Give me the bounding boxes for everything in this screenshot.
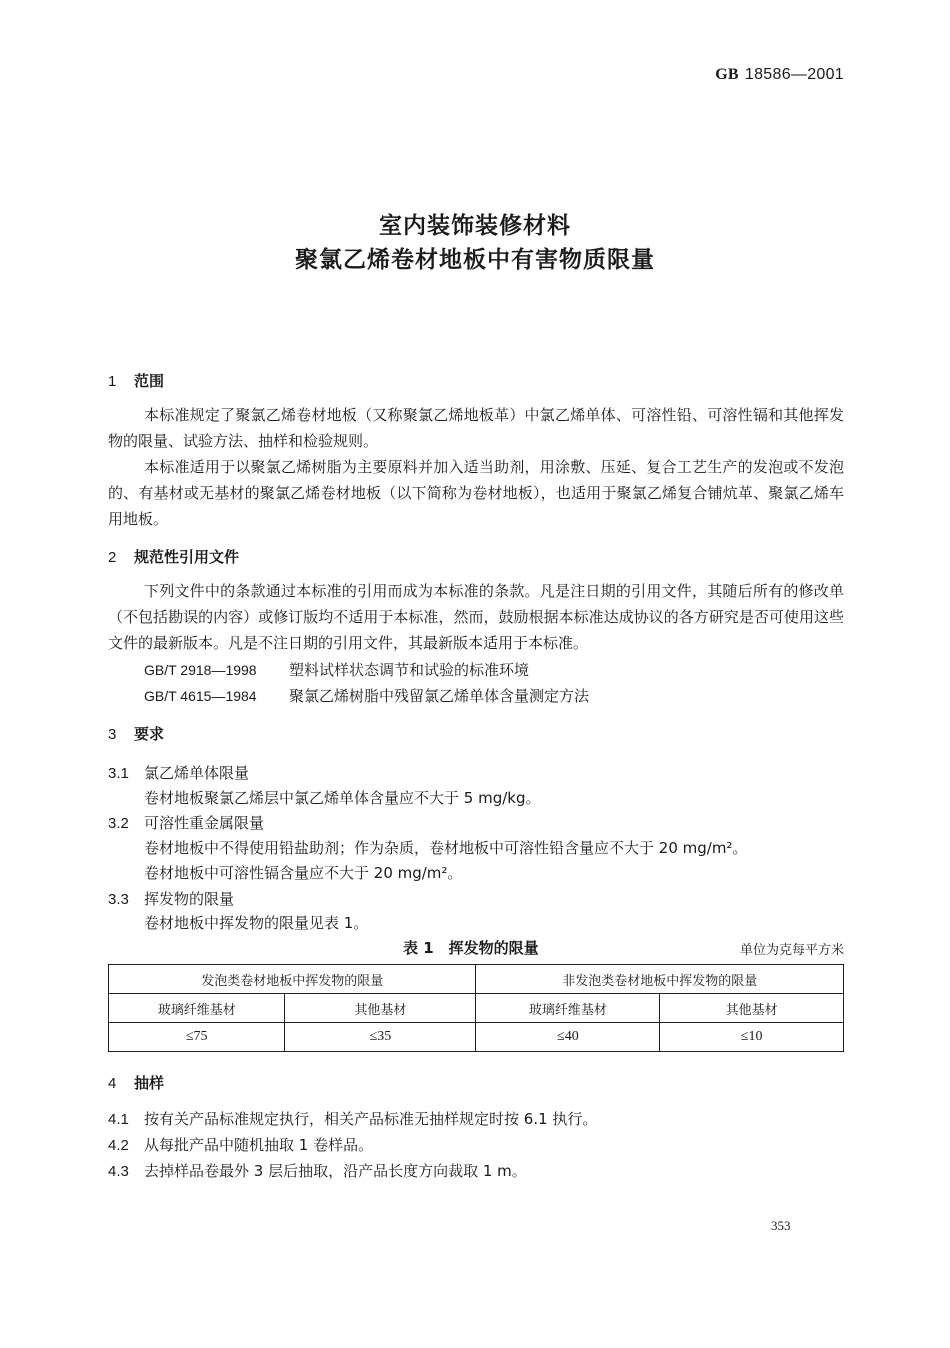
table-unit: 单位为克每平方米	[739, 943, 844, 958]
list-item	[108, 1108, 597, 1129]
section-title: 范围	[134, 372, 165, 390]
section-2-paragraph-1: 下列文件中的条款通过本标准的引用而成为本标准的条款。凡是注日期的引用文件，其随后所有的修改单（不包括勘误的内容）或修订版均不适用于本标准，然而，鼓励根据本标准达成协议的各方研究是否可使用这些文件的最新版本。凡是不注日期的引用文件，其最新版本适用于本标准。	[108, 582, 844, 652]
subsection-title: 氯乙烯单体限量	[144, 764, 250, 782]
section-number: 4	[108, 1075, 117, 1092]
table-caption: 表 1 挥发物的限量	[403, 939, 539, 957]
table-row	[109, 994, 844, 1023]
item-number: 4.2	[108, 1137, 129, 1154]
table-sub-header: 玻璃纤维基材	[109, 994, 285, 1023]
reference-code: GB/T 2918—1998	[144, 662, 257, 678]
subsection-number: 3.1	[108, 765, 129, 782]
list-item	[108, 1134, 373, 1155]
item-text: 去掉样品卷最外 3 层后抽取，沿产品长度方向裁取 1 m。	[144, 1162, 527, 1180]
section-1-heading	[108, 370, 164, 391]
section-3-heading	[108, 723, 164, 744]
section-title: 规范性引用文件	[134, 548, 240, 566]
page-number: 353	[771, 1218, 791, 1233]
reference-title: 塑料试样状态调节和试验的标准环境	[289, 661, 530, 679]
table-row	[109, 1023, 844, 1052]
table-row	[109, 965, 844, 994]
section-title: 要求	[134, 725, 165, 743]
section-number: 3	[108, 726, 117, 743]
subsection-3-1-text: 卷材地板聚氯乙烯层中氯乙烯单体含量应不大于 5 mg/kg。	[144, 789, 541, 807]
subsection-number: 3.2	[108, 815, 129, 832]
list-item	[108, 1160, 527, 1181]
reference-item	[144, 685, 589, 706]
document-title-line1: 室内装饰装修材料	[379, 213, 571, 239]
section-2-heading	[108, 546, 239, 567]
subsection-title: 可溶性重金属限量	[144, 814, 265, 832]
reference-title: 聚氯乙烯树脂中残留氯乙烯单体含量测定方法	[289, 687, 590, 705]
section-number: 1	[108, 373, 117, 390]
section-1-paragraph-1: 本标准规定了聚氯乙烯卷材地板（又称聚氯乙烯地板革）中氯乙烯单体、可溶性铅、可溶性镉和其他挥发物的限量、试验方法、抽样和检验规则。	[108, 406, 844, 450]
standard-prefix: GB	[715, 66, 739, 83]
table-group-header: 发泡类卷材地板中挥发物的限量	[109, 965, 476, 994]
table-cell: ≤75	[109, 1023, 285, 1052]
subsection-3-3-text: 卷材地板中挥发物的限量见表 1。	[144, 914, 369, 932]
reference-item	[144, 659, 529, 680]
item-number: 4.3	[108, 1163, 129, 1180]
item-text: 按有关产品标准规定执行，相关产品标准无抽样规定时按 6.1 执行。	[144, 1110, 598, 1128]
table-cell: ≤35	[285, 1023, 476, 1052]
section-title: 抽样	[134, 1074, 165, 1092]
section-1-paragraph-2: 本标准适用于以聚氯乙烯树脂为主要原料并加入适当助剂，用涂敷、压延、复合工艺生产的发泡或不发泡的、有基材或无基材的聚氯乙烯卷材地板（以下简称为卷材地板），也适用于聚氯乙烯复合铺炕革、聚氯乙烯车用地板。	[108, 458, 844, 528]
table-cell: ≤40	[476, 1023, 660, 1052]
reference-code: GB/T 4615—1984	[144, 688, 257, 704]
subsection-title: 挥发物的限量	[144, 890, 235, 908]
table-cell: ≤10	[660, 1023, 844, 1052]
table-sub-header: 玻璃纤维基材	[476, 994, 660, 1023]
subsection-3-2-text-1: 卷材地板中不得使用铅盐助剂；作为杂质，卷材地板中可溶性铅含量应不大于 20 mg/m²。	[144, 839, 748, 857]
volatiles-limit-table	[108, 964, 844, 1052]
standard-code	[715, 66, 844, 84]
subsection-3-3-heading	[108, 888, 234, 909]
table-group-header: 非发泡类卷材地板中挥发物的限量	[476, 965, 844, 994]
table-sub-header: 其他基材	[285, 994, 476, 1023]
section-number: 2	[108, 549, 117, 566]
item-text: 从每批产品中随机抽取 1 卷样品。	[144, 1136, 374, 1154]
document-title-line2: 聚氯乙烯卷材地板中有害物质限量	[295, 247, 655, 273]
subsection-3-2-heading	[108, 812, 264, 833]
standard-number: 18586—2001	[744, 66, 844, 83]
subsection-3-2-text-2: 卷材地板中可溶性镉含量应不大于 20 mg/m²。	[144, 864, 463, 882]
table-sub-header: 其他基材	[660, 994, 844, 1023]
subsection-number: 3.3	[108, 891, 129, 908]
subsection-3-1-heading	[108, 762, 249, 783]
section-4-heading	[108, 1072, 164, 1093]
item-number: 4.1	[108, 1111, 129, 1128]
